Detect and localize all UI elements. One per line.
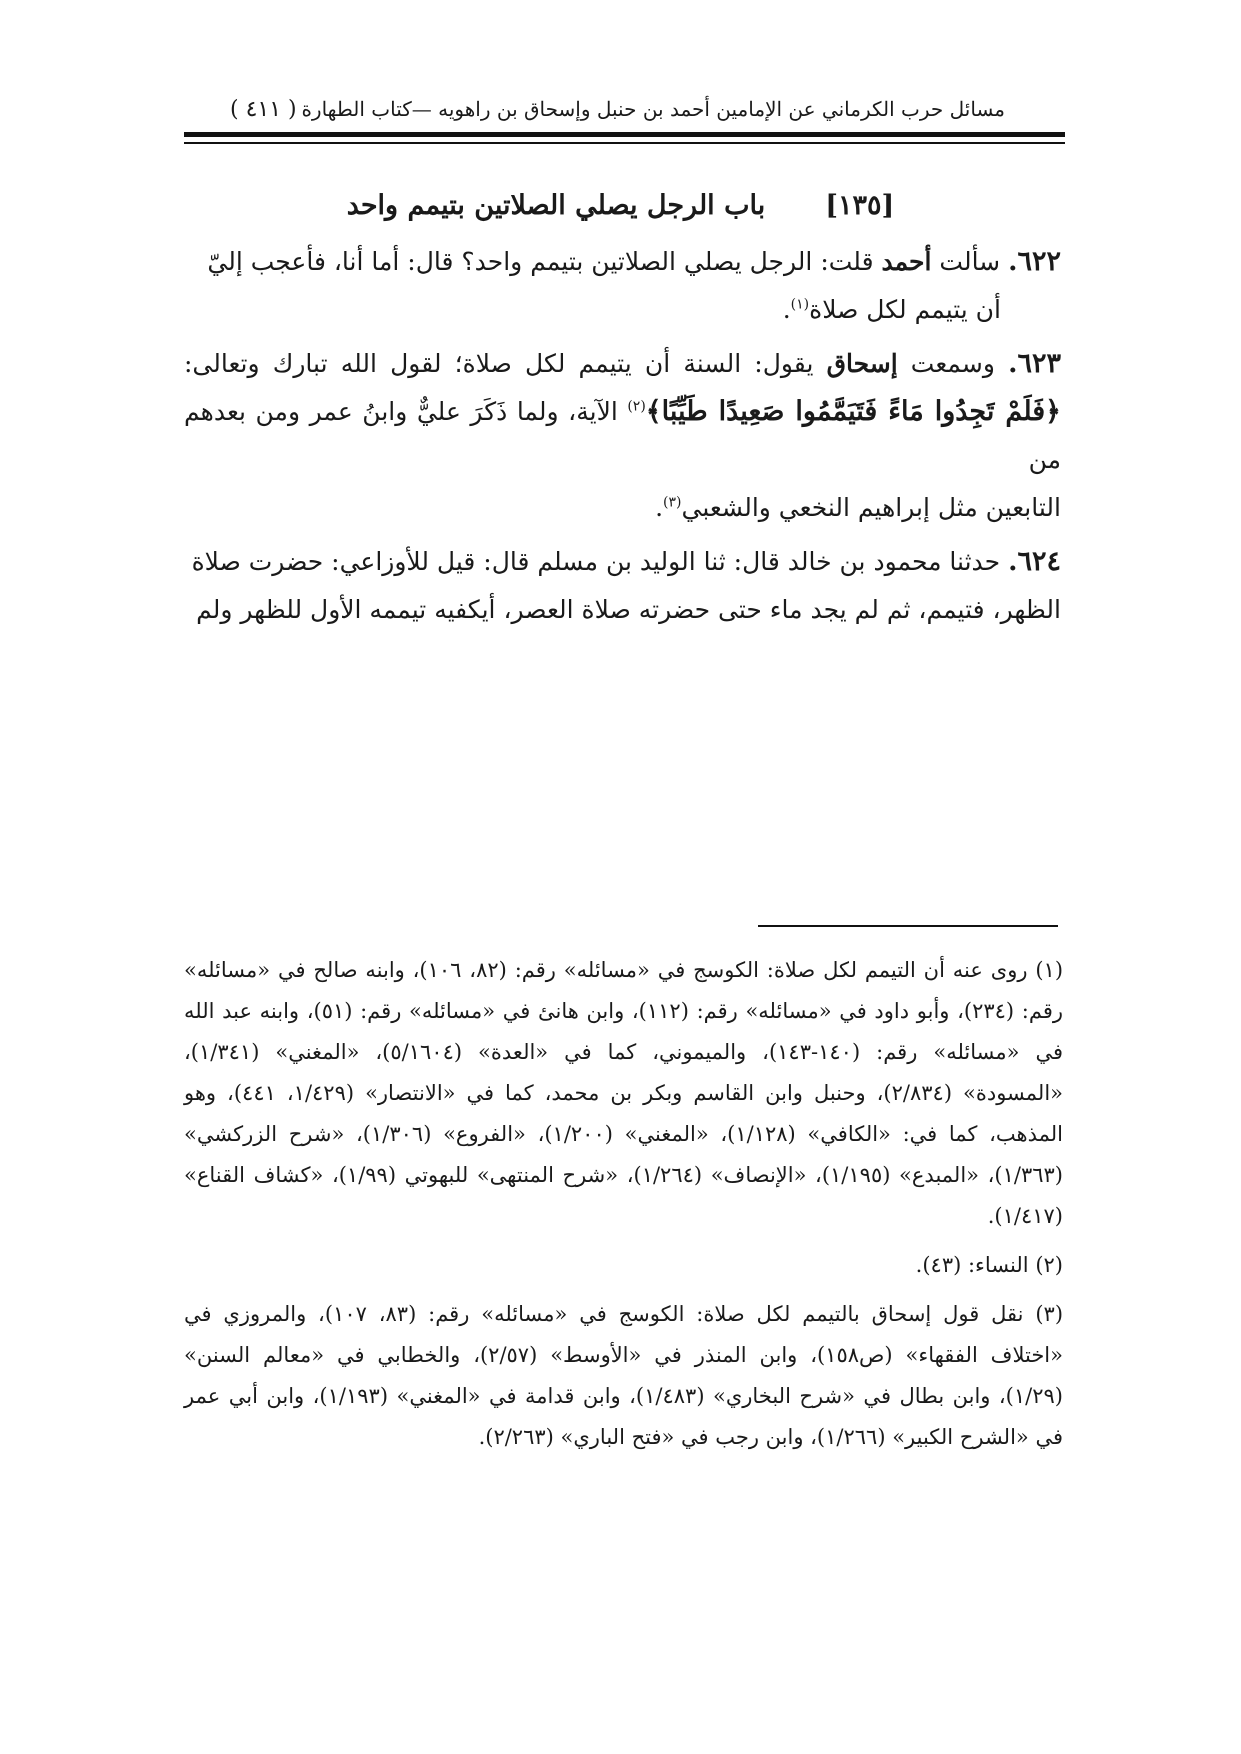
footnote-2 xyxy=(184,1245,1063,1286)
paragraph-624 xyxy=(184,538,1061,634)
header-rule-thin xyxy=(184,142,1065,144)
text-run: أن يتيمم لكل صلاة xyxy=(809,295,1001,324)
text-run: وسمعت xyxy=(897,349,1009,378)
main-text xyxy=(184,238,1061,640)
footnote-3 xyxy=(184,1294,1063,1458)
footnote-ref[interactable]: (٣) xyxy=(663,494,682,511)
quran-verse: ﴿فَلَمْ تَجِدُوا مَاءً فَتَيَمَّمُوا صَعِيدًا طَيِّبًا﴾ xyxy=(645,396,1061,427)
chapter-heading xyxy=(180,190,1061,221)
text-run: . xyxy=(655,493,664,522)
footnote-ref[interactable]: (٢) xyxy=(627,398,646,415)
text-run: الظهر، فتيمم، ثم لم يجد ماء حتى حضرته صلاة العصر، أيكفيه تيممه الأول للظهر ولم xyxy=(196,595,1061,624)
text-run: يقول: السنة أن يتيمم لكل صلاة؛ لقول الله تبارك وتعالى: xyxy=(184,349,827,378)
header-title: مسائل حرب الكرماني عن الإمامين أحمد بن حنبل وإسحاق بن راهويه —كتاب الطهارة xyxy=(301,97,1005,121)
text-run: التابعين مثل إبراهيم النخعي والشعبي xyxy=(681,493,1061,522)
footnote-1 xyxy=(184,950,1063,1237)
footnote-text: روى عنه أن التيمم لكل صلاة: الكوسج في «مسائله» رقم: (٨٢، ١٠٦)، وابنه صالح في «مسائله» رقم: (٢٣٤)، وأبو داود في «مسائله» رقم: (١١٢)، وابن هانئ في «مسائله» رقم: (٥١)، وابنه عبد الله في «مسائله» رقم: (١٤٠-١٤٣)، والميموني، كما في «العدة» (٥/١٦٠٤)، «المغني» (١/٣٤١)، «المسودة» (٢/٨٣٤)، وحنبل وابن القاسم وبكر بن محمد، كما في «الانتصار» (١/٤٢٩، ٤٤١)، وهو المذهب، كما في: «الكافي» (١/١٢٨)، «المغني» (١/٢٠٠)، «الفروع» (١/٣٠٦)، «شرح الزركشي» (١/٣٦٣)، «المبدع» (١/١٩٥)، «الإنصاف» (١/٢٦٤)، «شرح المنتهى» للبهوتي (١/٩٩)، «كشاف القناع» (١/٤١٧). xyxy=(184,958,1064,1228)
footnote-mark: (٢) xyxy=(1035,1253,1063,1277)
footnote-mark: (١) xyxy=(1035,958,1064,982)
chapter-title: باب الرجل يصلي الصلاتين بتيمم واحد xyxy=(346,190,766,221)
header-rule-thick xyxy=(184,132,1065,137)
paragraph-number: ٦٢٤. xyxy=(1008,546,1061,577)
scholar-name: إسحاق xyxy=(826,349,898,378)
footnote-text: نقل قول إسحاق بالتيمم لكل صلاة: الكوسج في «مسائله» رقم: (٨٣، ١٠٧)، والمروزي في «اختلاف الفقهاء» (ص١٥٨)، وابن المنذر في «الأوسط» (٢/٥٧)، والخطابي في «معالم السنن» (١/٢٩)، وابن بطال في «شرح البخاري» (١/٤٨٣)، وابن قدامة في «المغني» (١/١٩٣)، وابن أبي عمر في «الشرح الكبير» (١/٢٦٦)، وابن رجب في «فتح الباري» (٢/٢٦٣). xyxy=(184,1302,1063,1449)
text-run: حدثنا محمود بن خالد قال: ثنا الوليد بن مسلم قال: قيل للأوزاعي: حضرت صلاة xyxy=(191,547,1009,576)
scholar-name: أحمد xyxy=(881,247,932,276)
page-number: ( ٤١١ ) xyxy=(230,96,297,122)
text-run: . xyxy=(782,295,791,324)
footnote-mark: (٣) xyxy=(1035,1302,1064,1326)
footnotes xyxy=(184,950,1063,1466)
paragraph-number: ٦٢٣. xyxy=(1008,348,1061,379)
footnote-text: النساء: (٤٣). xyxy=(915,1253,1036,1277)
text-run: الآية، ولما ذَكَرَ عليٌّ وابنُ عمر ومن بعدهم من xyxy=(184,397,1061,474)
paragraph-623 xyxy=(184,340,1061,532)
footnote-ref[interactable]: (١) xyxy=(790,296,810,313)
paragraph-622 xyxy=(184,238,1061,334)
text-run: سألت xyxy=(931,247,1009,276)
running-header xyxy=(230,92,1005,126)
footnote-separator xyxy=(758,925,1058,927)
chapter-number: [١٣٥] xyxy=(825,190,895,221)
text-run: قلت: الرجل يصلي الصلاتين بتيمم واحد؟ قال: أما أنا، فأعجب إليّ xyxy=(207,247,882,276)
paragraph-number: ٦٢٢. xyxy=(1008,246,1061,277)
